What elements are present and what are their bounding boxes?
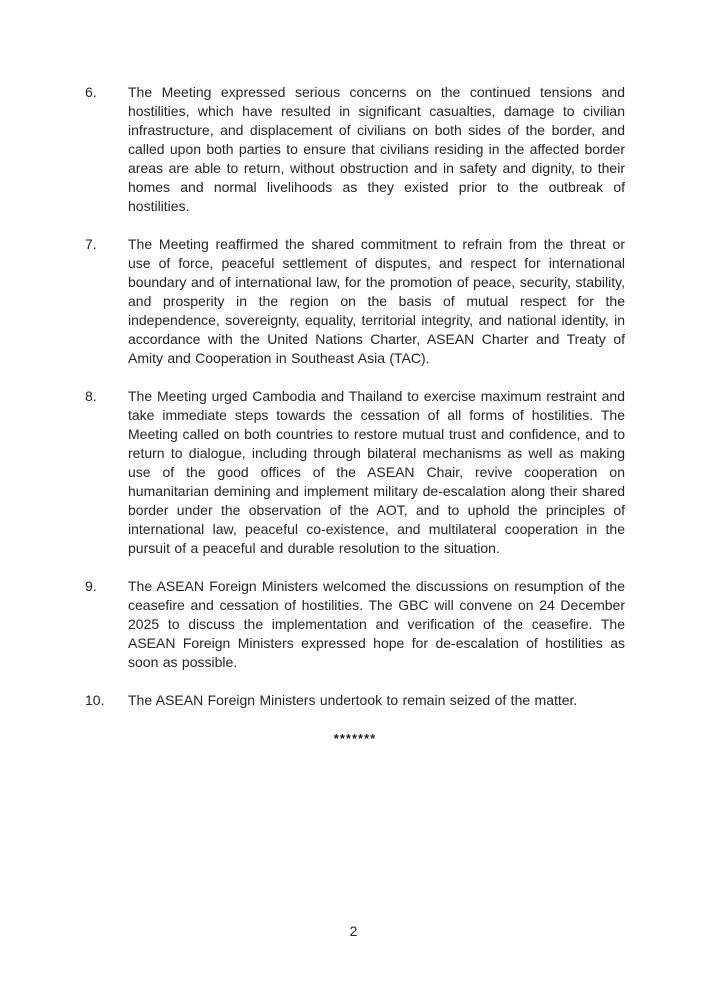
- paragraph-item: [85, 387, 625, 558]
- paragraph-text: The Meeting reaffirmed the shared commitment to refrain from the threat or use of force, peaceful settlement of disputes, and respect for international boundary and of international law, for the promotion of peace, security, stability, and prosperity in the region on the basis of mutual respect for the independence, sovereignty, equality, territorial integrity, and national identity, in accordance with the United Nations Charter, ASEAN Charter and Treaty of Amity and Cooperation in Southeast Asia (TAC).: [128, 236, 625, 366]
- paragraph-item: [85, 83, 625, 216]
- paragraph-item: [85, 691, 625, 710]
- paragraph-number: 6.: [85, 84, 97, 100]
- paragraph-text: The ASEAN Foreign Ministers welcomed the discussions on resumption of the ceasefire and cessation of hostilities. The GBC will convene on 24 December 2025 to discuss the implementation and verification of the ceasefire. The ASEAN Foreign Ministers expressed hope for de-escalation of hostilities as soon as possible.: [128, 578, 625, 670]
- paragraph-text: The Meeting urged Cambodia and Thailand to exercise maximum restraint and take immediate steps towards the cessation of all forms of hostilities. The Meeting called on both countries to restore mutual trust and confidence, and to return to dialogue, including through bilateral mechanisms as well as making use of the good offices of the ASEAN Chair, revive cooperation on humanitarian demining and implement military de-escalation along their shared border under the observation of the AOT, and to uphold the principles of international law, peaceful co-existence, and multilateral cooperation in the pursuit of a peaceful and durable resolution to the situation.: [128, 388, 625, 556]
- paragraph-number: 8.: [85, 388, 97, 404]
- paragraph-item: [85, 235, 625, 368]
- paragraph-number: 10.: [85, 692, 105, 708]
- paragraph-text: The Meeting expressed serious concerns on the continued tensions and hostilities, which have resulted in significant casualties, damage to civilian infrastructure, and displacement of civilians on both sides of the border, and called upon both parties to ensure that civilians residing in the affected border areas are able to return, without obstruction and in safety and dignity, to their homes and normal livelihoods as they existed prior to the outbreak of hostilities.: [128, 84, 625, 214]
- paragraph-number: 9.: [85, 578, 97, 594]
- paragraph-number: 7.: [85, 236, 97, 252]
- end-of-document-separator: *******: [333, 731, 377, 746]
- paragraph-text: The ASEAN Foreign Ministers undertook to remain seized of the matter.: [128, 692, 578, 708]
- document-body: [85, 83, 625, 748]
- paragraph-item: [85, 577, 625, 672]
- page-number: 2: [349, 923, 358, 939]
